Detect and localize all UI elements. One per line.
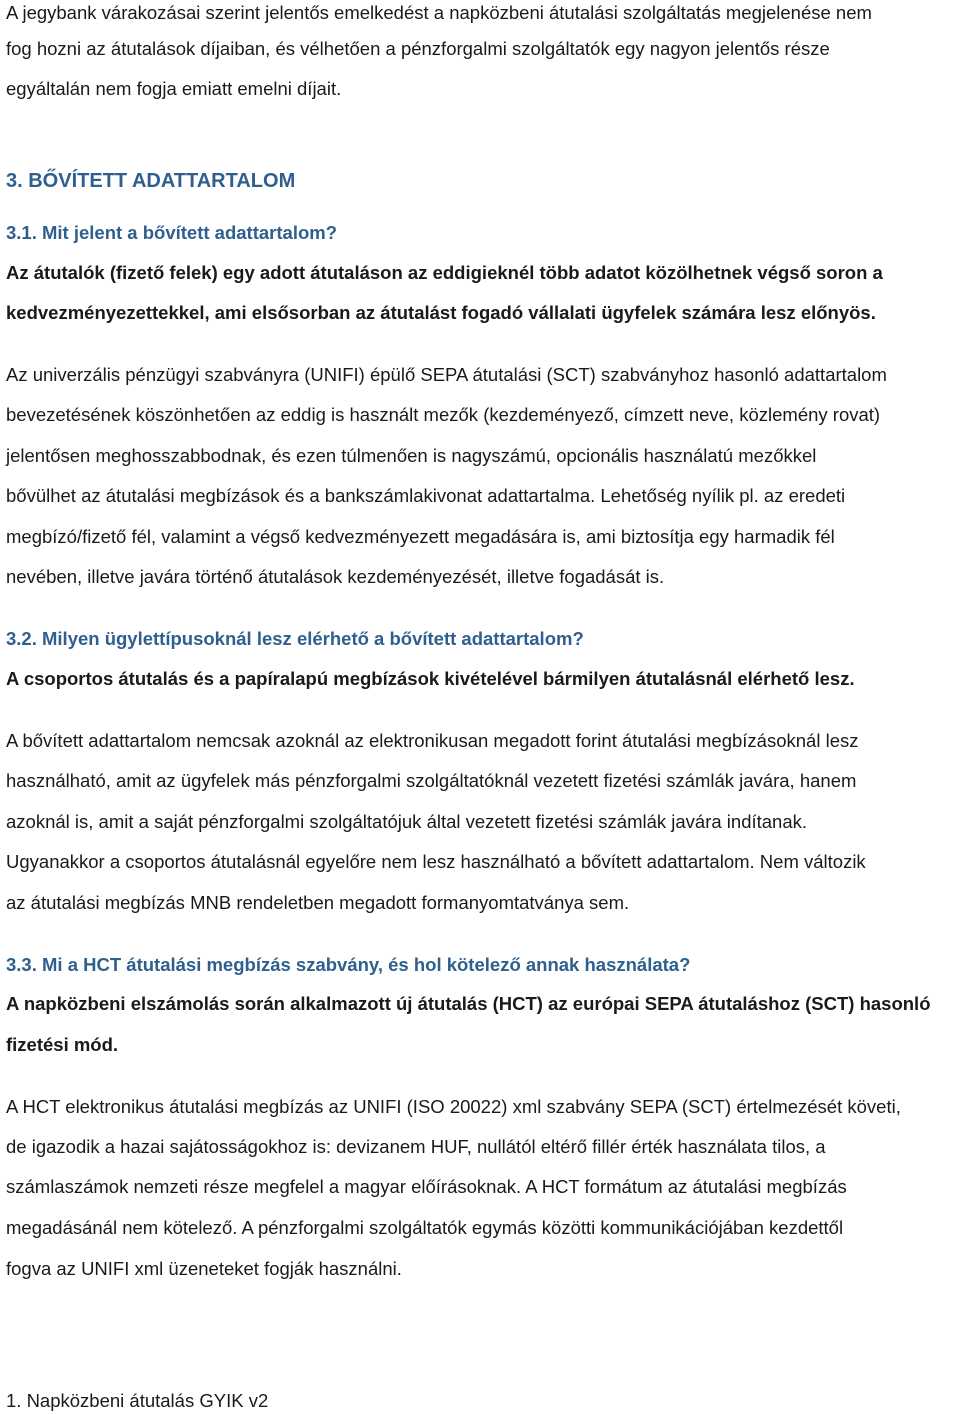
intro-line-2: fog hozni az átutalások díjaiban, és vélhetően a pénzforgalmi szolgáltatók egy nagyon jelentős része (6, 38, 830, 59)
body-3-2-line-5: az átutalási megbízás MNB rendeletben megadott formanyomtatványa sem. (6, 892, 630, 913)
body-3-1-line-5: megbízó/fizető fél, valamint a végső kedvezményezett megadására is, ami biztosítja egy harmadik fél (6, 526, 835, 547)
answer-3-1-line-1: Az átutalók (fizető felek) egy adott átutaláson az eddigieknél több adatot közölhetnek végső soron a (6, 262, 883, 283)
body-3-2-line-4: Ugyanakkor a csoportos átutalásnál egyelőre nem lesz használható a bővített adattartalom. Nem változik (6, 851, 866, 872)
body-3-3-line-5: fogva az UNIFI xml üzeneteket fogják használni. (6, 1258, 402, 1279)
body-3-1-line-2: bevezetésének köszönhetően az eddig is használt mezők (kezdeményező, címzett neve, közlemény rovat) (6, 404, 881, 425)
body-3-2-line-2: használható, amit az ügyfelek más pénzforgalmi szolgáltatóknál vezetett fizetési számlák javára, hanem (6, 770, 857, 791)
page-footer: 1. Napközbeni átutalás GYIK v2 (6, 1390, 269, 1411)
body-3-3-line-4: megadásánál nem kötelező. A pénzforgalmi szolgáltatók egymás közötti kommunikációjában kezdettől (6, 1217, 844, 1238)
body-3-3-line-2: de igazodik a hazai sajátosságokhoz is: devizanem HUF, nullától eltérő fillér érték használata tilos, a (6, 1136, 826, 1157)
body-3-2-line-3: azoknál is, amit a saját pénzforgalmi szolgáltatójuk által vezetett fizetési számlák javára indítanak. (6, 811, 808, 832)
question-heading-3-2: 3.2. Milyen ügylettípusoknál lesz elérhető a bővített adattartalom? (6, 628, 584, 649)
body-3-1-line-4: bővülhet az átutalási megbízások és a bankszámlakivonat adattartalma. Lehetőség nyílik pl. az eredeti (6, 485, 846, 506)
question-heading-3-3: 3.3. Mi a HCT átutalási megbízás szabvány, és hol kötelező annak használata? (6, 954, 691, 975)
body-3-3-line-3: számlaszámok nemzeti része megfelel a magyar előírásoknak. A HCT formátum az átutalási megbízás (6, 1176, 847, 1197)
section-title: 3. BŐVÍTETT ADATTARTALOM (6, 170, 296, 192)
intro-line-1: A jegybank várakozásai szerint jelentős emelkedést a napközbeni átutalási szolgáltatás megjelenése nem (6, 2, 872, 23)
body-3-1-line-1: Az univerzális pénzügyi szabványra (UNIFI) épülő SEPA átutalási (SCT) szabványhoz hasonló adattartalom (6, 364, 887, 385)
body-3-1-line-6: nevében, illetve javára történő átutalások kezdeményezését, illetve fogadását is. (6, 566, 665, 587)
body-3-2-line-1: A bővített adattartalom nemcsak azoknál az elektronikusan megadott forint átutalási megbízásoknál lesz (6, 730, 859, 751)
body-3-1-line-3: jelentősen meghosszabbodnak, és ezen túlmenően is nagyszámú, opcionális használatú mezőkkel (6, 445, 817, 466)
answer-3-3-line-2: fizetési mód. (6, 1034, 119, 1055)
question-heading-3-1: 3.1. Mit jelent a bővített adattartalom? (6, 222, 338, 243)
answer-3-3-line-1: A napközbeni elszámolás során alkalmazott új átutalás (HCT) az európai SEPA átutaláshoz (SCT) hasonló (6, 993, 931, 1014)
intro-line-3: egyáltalán nem fogja emiatt emelni díjait. (6, 78, 342, 99)
answer-3-2-line-1: A csoportos átutalás és a papíralapú megbízások kivételével bármilyen átutalásnál elérhető lesz. (6, 668, 855, 689)
body-3-3-line-1: A HCT elektronikus átutalási megbízás az UNIFI (ISO 20022) xml szabvány SEPA (SCT) értelmezését követi, (6, 1096, 901, 1117)
answer-3-1-line-2: kedvezményezettekkel, ami elsősorban az átutalást fogadó vállalati ügyfelek számára lesz előnyös. (6, 302, 876, 323)
